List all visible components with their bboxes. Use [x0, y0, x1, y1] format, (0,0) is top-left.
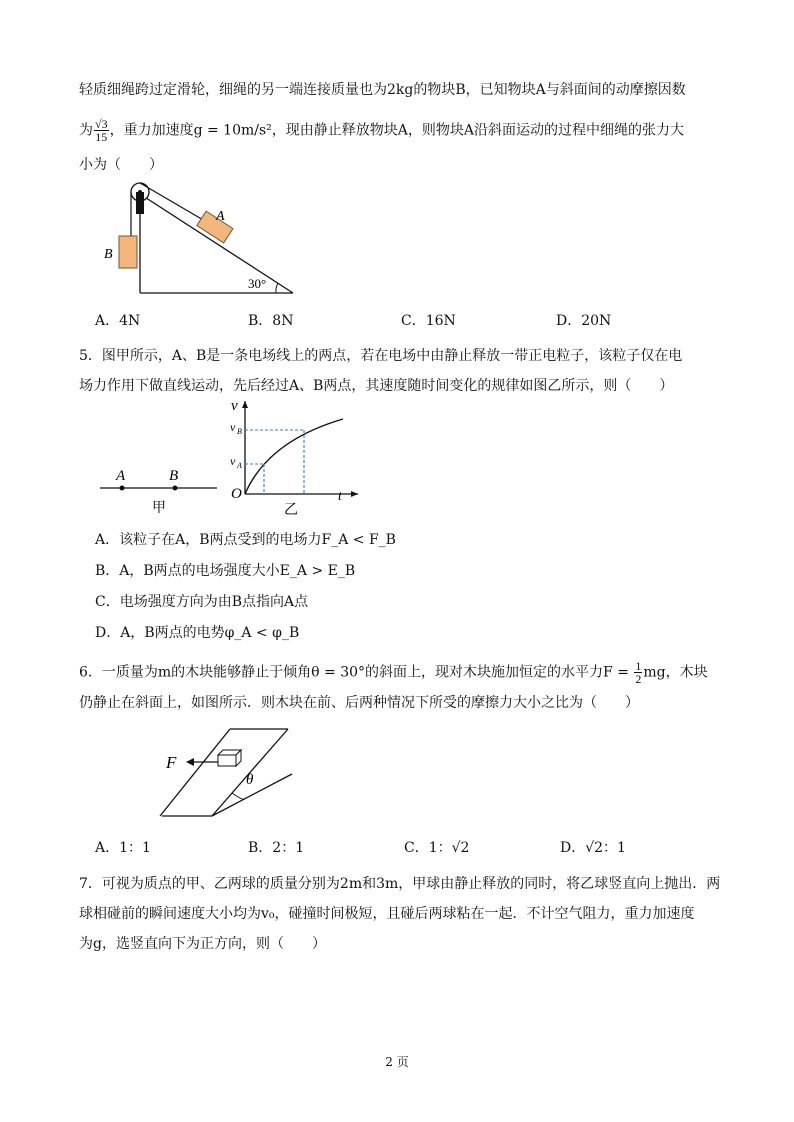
velocity-curve: [245, 419, 343, 494]
q6-incline-figure: [160, 722, 300, 822]
svg-text:甲: 甲: [152, 500, 166, 516]
svg-text:θ: θ: [246, 772, 254, 788]
q4-option-b: B．8N: [248, 313, 294, 329]
q5-option-d: D．A，B两点的电势φ_A < φ_B: [95, 625, 300, 641]
q4-line-1: 轻质细绳跨过定滑轮，细绳的另一端连接质量也为2kg的物块B，已知物块A与斜面间的动摩擦因数: [79, 82, 686, 98]
q6-option-d: D．√2：1: [560, 840, 626, 856]
q6-line-2: 仍静止在斜面上，如图所示．则木块在前、后两种情况下所受的摩擦力大小之比为（ ）: [79, 695, 639, 711]
svg-text:B: B: [104, 247, 113, 262]
q7-line-2: 球相碰前的瞬间速度大小均为v₀，碰撞时间极短，且碰后两球粘在一起．不计空气阻力，重力加速度: [79, 906, 695, 922]
svg-text:B: B: [237, 427, 242, 436]
q7-line-1: 7．可视为质点的甲、乙两球的质量分别为2m和3m，甲球由静止释放的同时，将乙球竖直向上抛出．两: [79, 876, 721, 892]
svg-text:v: v: [230, 420, 236, 434]
q4-line-2: 为 $\frac{√3}{15}$ ，重力加速度g = 10m/s²，现由静止释放物块A，则物块A沿斜面运动的过程中细绳的张力大: [79, 117, 685, 144]
svg-text:v: v: [230, 454, 236, 468]
page-footer: 2 页: [385, 1055, 409, 1069]
svg-text:A: A: [237, 461, 242, 470]
svg-text:B: B: [169, 468, 179, 484]
block-a: [197, 211, 233, 243]
q5-line-1: 5．图甲所示，A、B是一条电场线上的两点，若在电场中由静止释放一带正电粒子，该粒子仅在电: [79, 348, 683, 364]
q6-option-c: C．1：√2: [404, 840, 470, 856]
svg-text:F: F: [166, 753, 177, 772]
f-fraction: $\frac{1}{2}$: [635, 659, 642, 686]
q5-option-a: A．该粒子在A，B两点受到的电场力F_A < F_B: [95, 532, 396, 548]
q7-line-3: 为g，选竖直向下为正方向，则（ ）: [79, 936, 326, 952]
q4-incline-figure: [100, 180, 300, 300]
svg-text:t: t: [338, 489, 342, 504]
q4-line-3: 小为（ ）: [79, 157, 163, 173]
mu-fraction: $\frac{√3}{15}$: [95, 117, 108, 144]
wooden-block: [218, 750, 241, 766]
q5-line-2: 场力作用下做直线运动，先后经过A、B两点，其速度随时间变化的规律如图乙所示，则（ ）: [79, 378, 674, 394]
svg-text:v: v: [231, 398, 238, 414]
svg-text:O: O: [231, 486, 242, 502]
svg-text:A: A: [116, 468, 126, 484]
q4-option-d: D．20N: [556, 313, 612, 329]
block-b: [119, 236, 137, 268]
q5-figure-jia: [100, 462, 220, 522]
q6-option-a: A．1：1: [95, 840, 151, 856]
svg-text:乙: 乙: [284, 502, 298, 518]
q6-line-1: 6．一质量为m的木块能够静止于倾角θ = 30°的斜面上，现对木块施加恒定的水平力F = $\frac{1}{2}$ mg，木块: [79, 659, 708, 686]
svg-text:30°: 30°: [248, 276, 267, 291]
q5-figure-yi-vt-graph: [228, 396, 368, 518]
q4-option-a: A．4N: [95, 313, 141, 329]
q4-option-c: C．16N: [401, 313, 456, 329]
q6-option-b: B．2：1: [248, 840, 305, 856]
svg-text:A: A: [216, 209, 225, 224]
q5-option-b: B．A，B两点的电场强度大小E_A > E_B: [95, 563, 356, 579]
q5-option-c: C．电场强度方向为由B点指向A点: [95, 594, 309, 610]
